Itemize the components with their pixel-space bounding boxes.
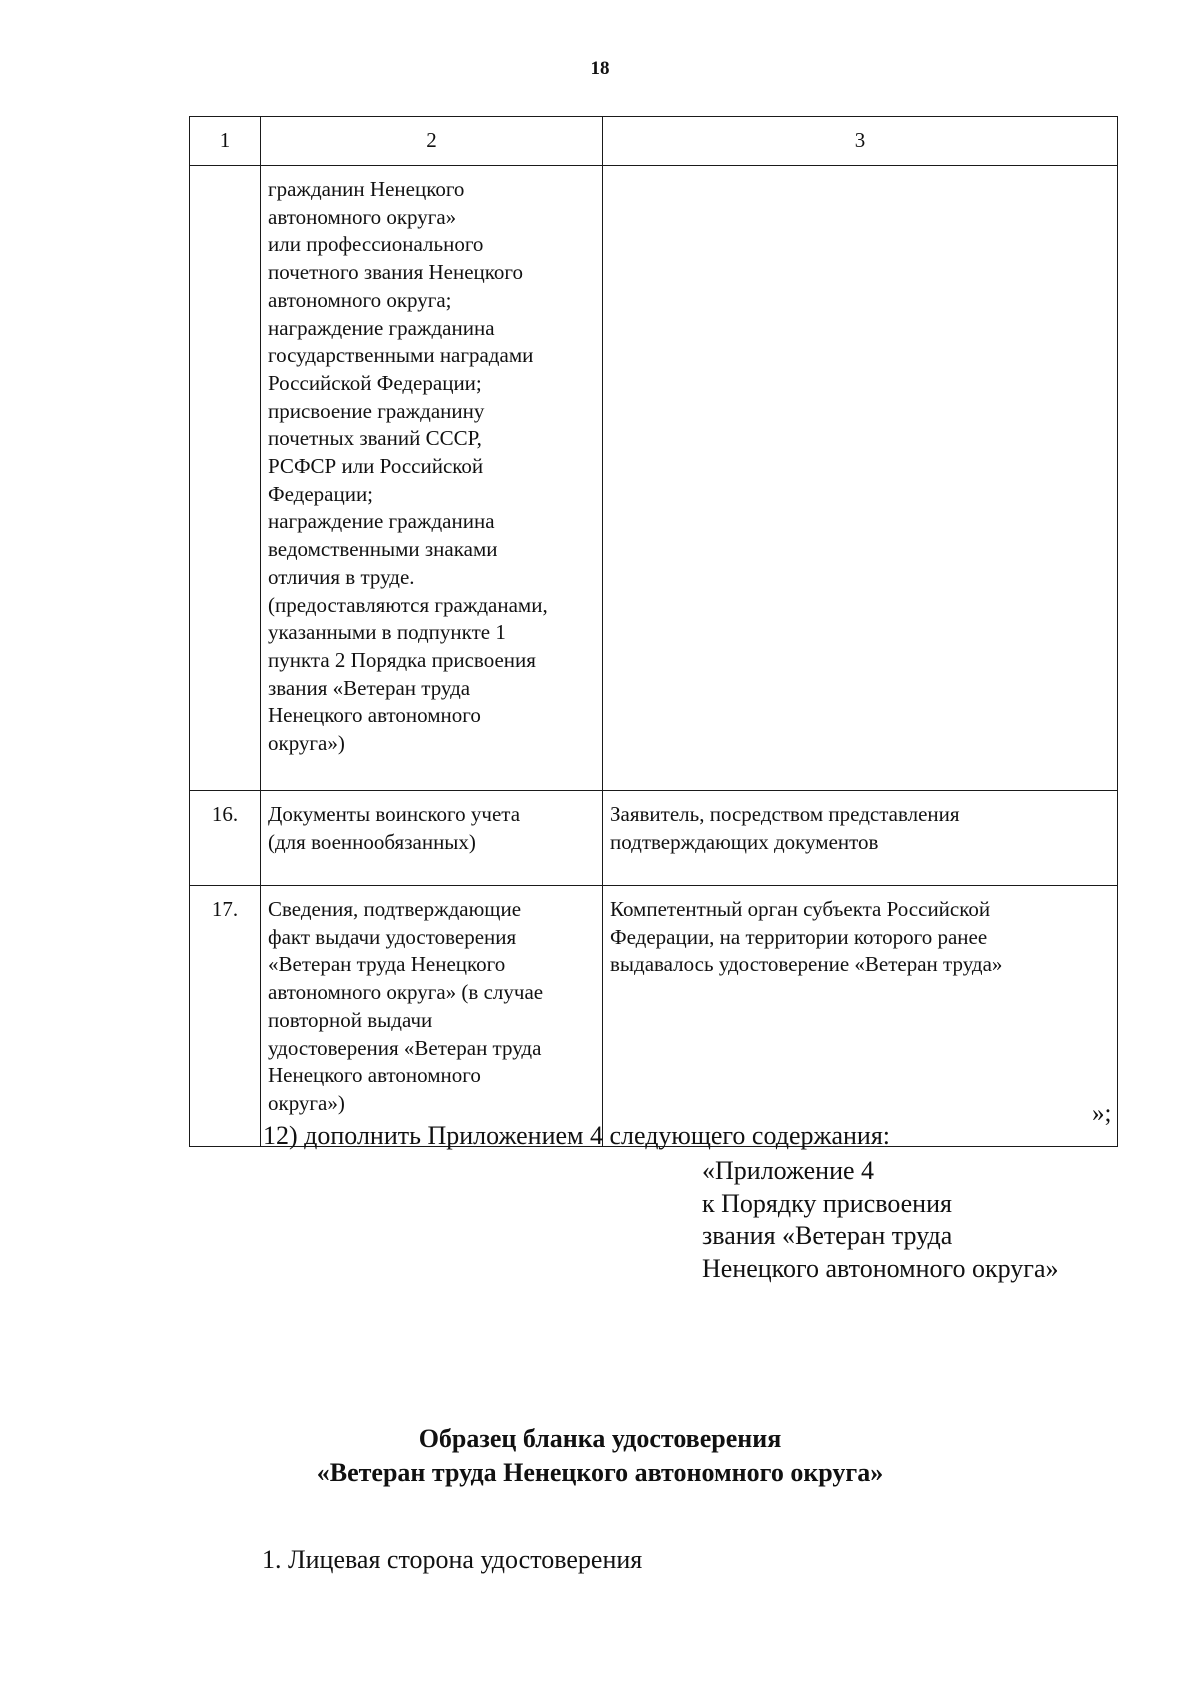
continuation-line: почетных званий СССР, <box>268 426 482 451</box>
form-title-line: Образец бланка удостоверения <box>418 1424 782 1453</box>
continuation-document-cell <box>261 166 603 791</box>
source-line: Заявитель, посредством представления <box>610 802 960 826</box>
row-source-cell <box>603 886 1118 1147</box>
row-source-cell <box>603 791 1118 886</box>
source-line: выдавалось удостоверение «Ветеран труда» <box>610 952 1003 977</box>
header-col-2: 2 <box>261 117 603 166</box>
page-number: 18 <box>590 58 610 79</box>
continuation-line: звания «Ветеран труда <box>268 675 471 700</box>
amendment-paragraph: 12) дополнить Приложением 4 следующего содержания: <box>263 1121 890 1150</box>
continuation-line: гражданин Ненецкого <box>268 177 465 201</box>
document-line: факт выдачи удостоверения <box>268 924 517 949</box>
row-document-cell <box>261 886 603 1147</box>
continuation-line: награждение гражданина <box>268 509 495 534</box>
continuation-line: Ненецкого автономного <box>268 703 481 728</box>
table-row-16 <box>190 791 1118 886</box>
table-row-17 <box>190 886 1118 1147</box>
table-row-continuation <box>190 166 1118 791</box>
continuation-source-cell <box>603 166 1118 791</box>
continuation-number-cell <box>190 166 261 791</box>
annex-line: Ненецкого автономного округа» <box>702 1253 1059 1283</box>
document-line: «Ветеран труда Ненецкого <box>268 952 506 977</box>
continuation-line: округа») <box>268 731 345 756</box>
continuation-line: автономного округа; <box>268 287 452 312</box>
form-title <box>0 1422 1200 1490</box>
annex-line: к Порядку присвоения <box>702 1188 952 1218</box>
source-line: Федерации, на территории которого ранее <box>610 924 988 949</box>
annex-line: «Приложение 4 <box>702 1156 875 1185</box>
row-document-cell <box>261 791 603 886</box>
row-number-cell: 16. <box>190 791 261 886</box>
continuation-line: почетного звания Ненецкого <box>268 260 523 285</box>
continuation-line: пункта 2 Порядка присвоения <box>268 647 536 672</box>
source-line: подтверждающих документов <box>610 829 879 854</box>
closing-quote: »; <box>1092 1100 1112 1127</box>
document-line: (для военнообязанных) <box>268 829 476 854</box>
document-line: Документы воинского учета <box>268 802 521 826</box>
continuation-line: автономного округа» <box>268 204 457 229</box>
continuation-line: награждение гражданина <box>268 315 495 340</box>
continuation-line: ведомственными знаками <box>268 537 498 562</box>
document-line: удостоверения «Ветеран труда <box>268 1035 542 1060</box>
document-line: Ненецкого автономного <box>268 1063 481 1088</box>
document-line: автономного округа» (в случае <box>268 980 544 1005</box>
continuation-line: РСФСР или Российской <box>268 454 484 479</box>
continuation-line: присвоение гражданину <box>268 398 485 423</box>
documents-table <box>189 116 1118 1147</box>
table-header-row <box>190 117 1118 166</box>
annex-line: звания «Ветеран труда <box>702 1221 953 1250</box>
header-col-3: 3 <box>603 117 1118 166</box>
section-heading: 1. Лицевая сторона удостоверения <box>262 1545 643 1574</box>
source-line: Компетентный орган субъекта Российской <box>610 897 991 921</box>
continuation-line: государственными наградами <box>268 343 534 368</box>
document-line: повторной выдачи <box>268 1007 433 1032</box>
row-number-cell: 17. <box>190 886 261 1147</box>
continuation-line: указанными в подпункте 1 <box>268 620 506 645</box>
continuation-line: (предоставляются гражданами, <box>268 592 548 617</box>
annex-heading <box>702 1155 1059 1285</box>
continuation-line: или профессионального <box>268 232 484 257</box>
document-line: Сведения, подтверждающие <box>268 897 522 921</box>
form-title-line: «Ветеран труда Ненецкого автономного округа» <box>316 1458 884 1487</box>
continuation-line: отличия в труде. <box>268 564 415 589</box>
continuation-line: Федерации; <box>268 481 374 506</box>
header-col-1: 1 <box>190 117 261 166</box>
continuation-line: Российской Федерации; <box>268 370 482 395</box>
document-line: округа») <box>268 1090 345 1115</box>
